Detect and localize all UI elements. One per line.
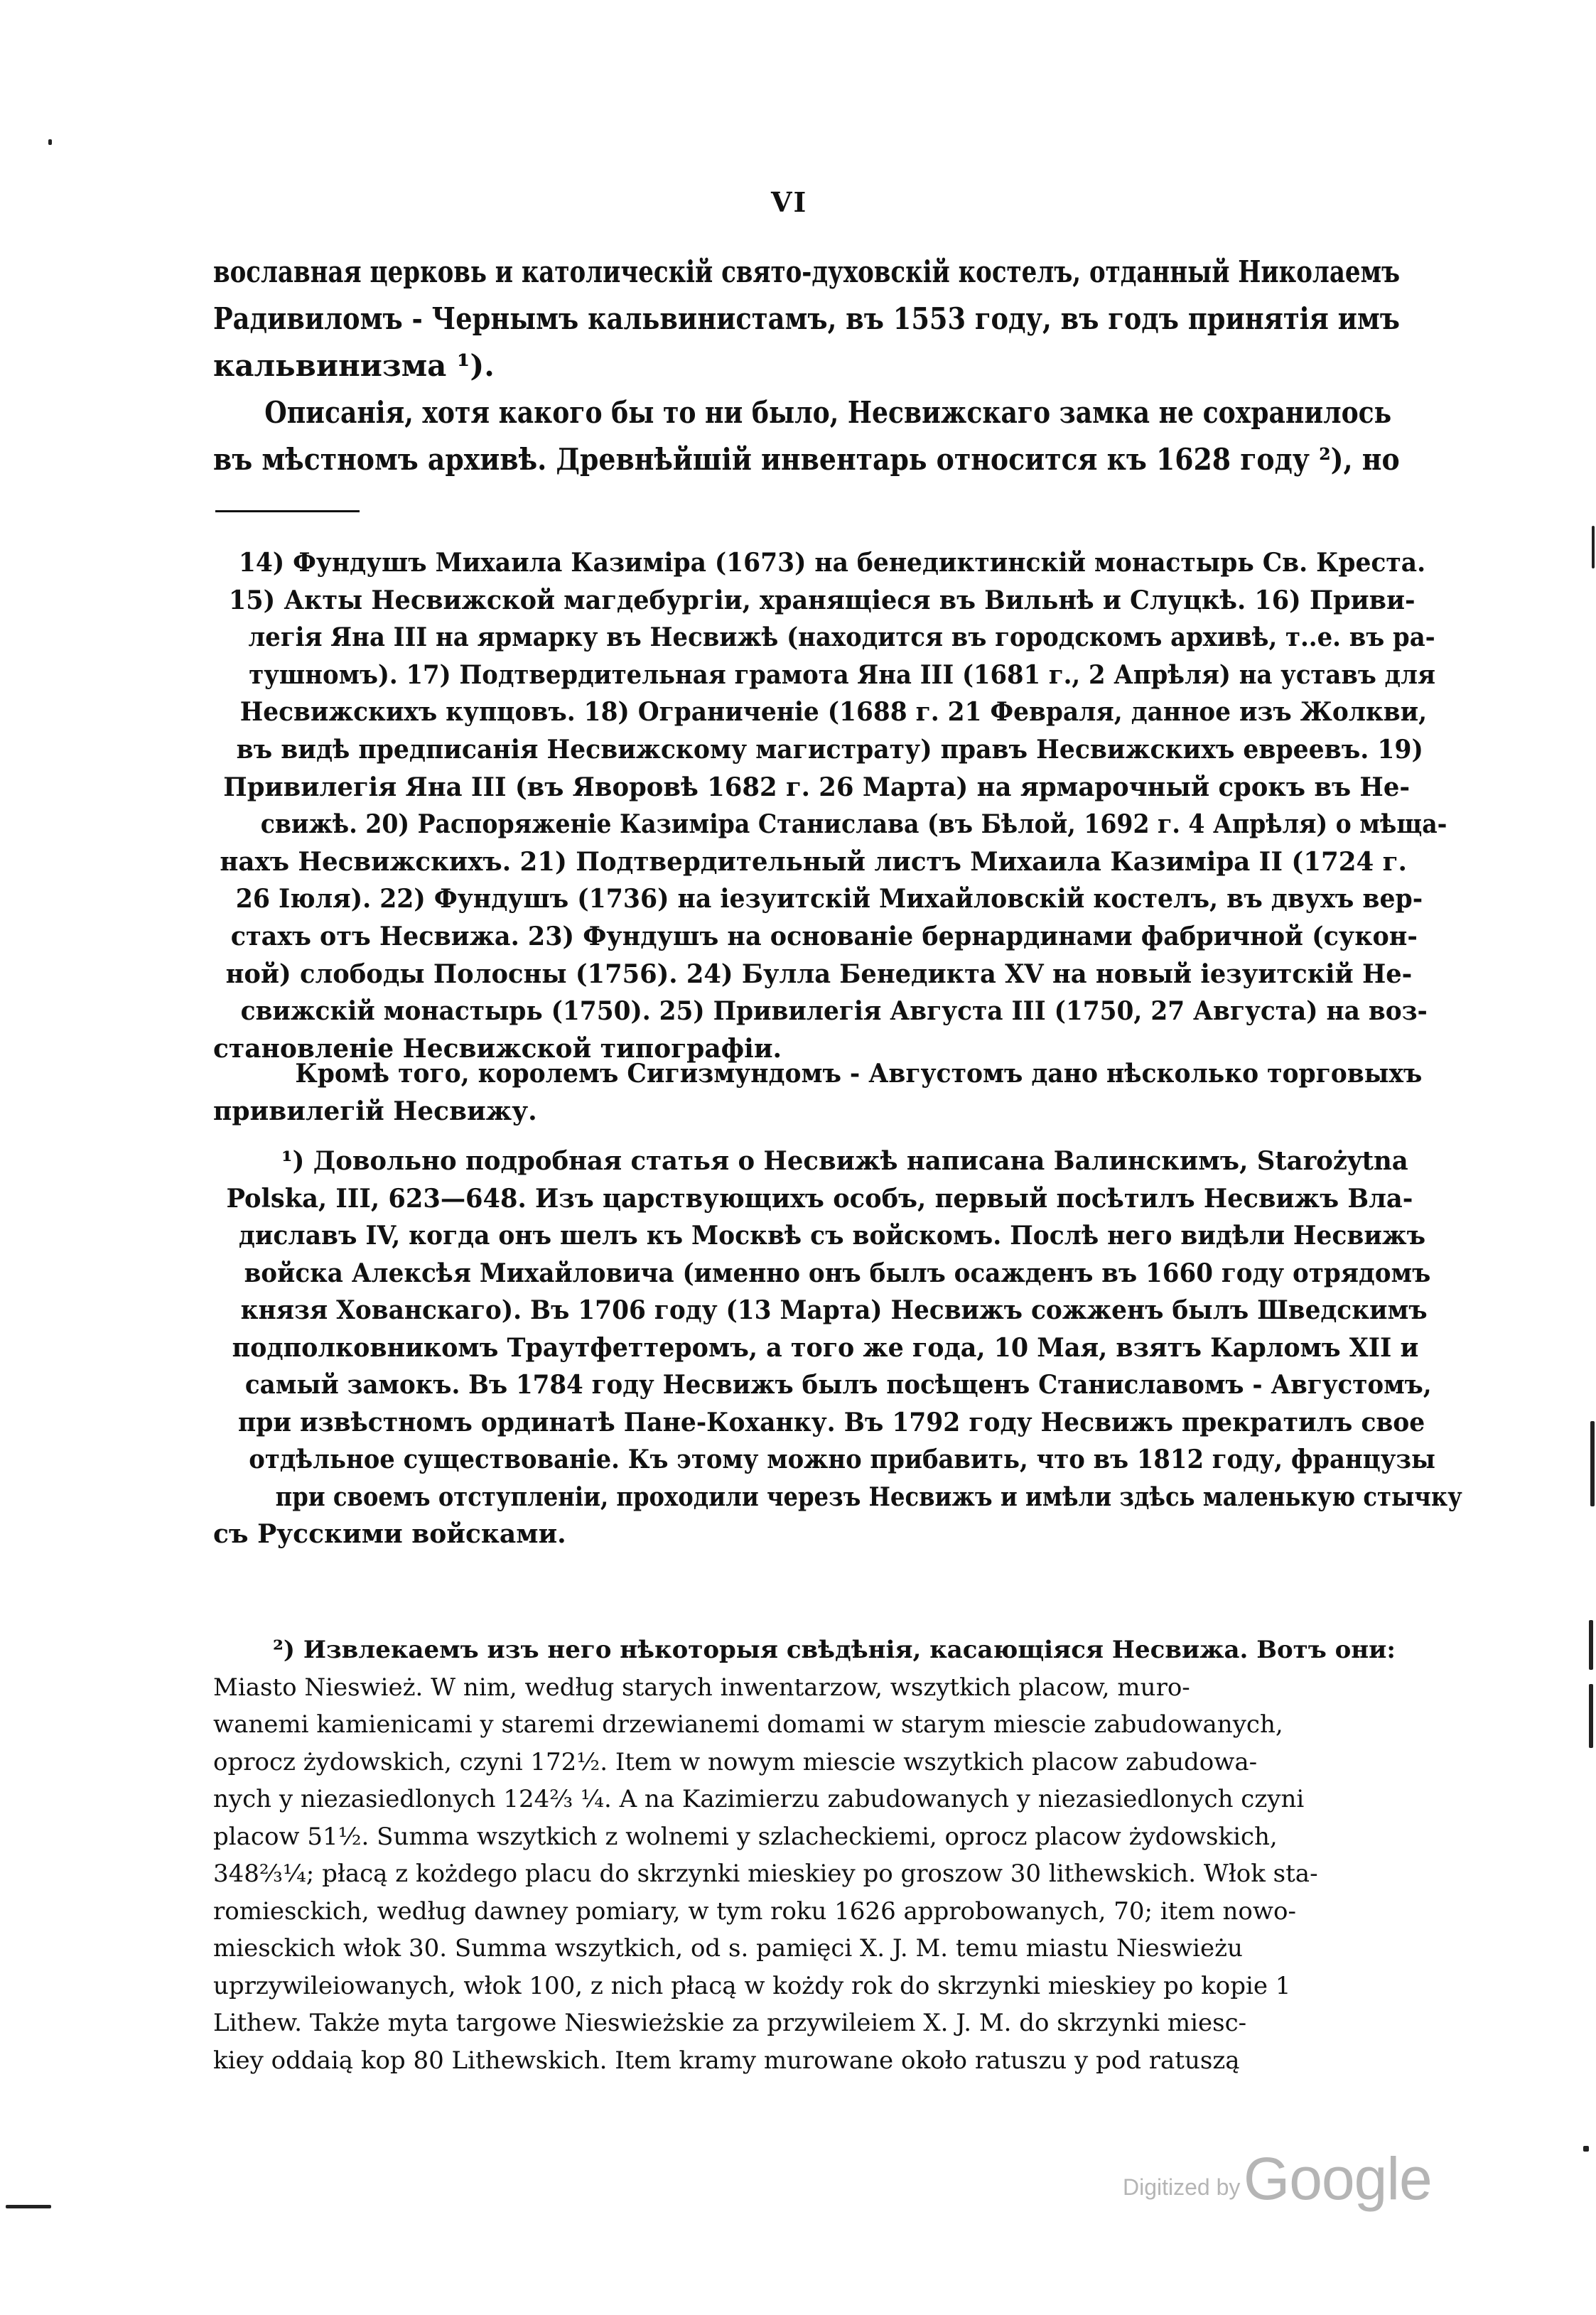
footnote-line: ²) Извлекаемъ изъ него нѣкоторыя свѣдѣнія, касающіяся Несвижа. Вотъ они: (273, 1636, 1396, 1664)
trade-privileges-paragraph (213, 1055, 1423, 1130)
list-line: тушномъ). 17) Подтвердительная грамота Яна III (1681 г., 2 Апрѣля) на уставъ для (249, 659, 1435, 690)
scan-speck (6, 2205, 51, 2208)
list-line: Несвижскихъ купцовъ. 18) Ограниченіе (1688 г. 21 Февраля, данное изъ Жолкви, (239, 697, 1428, 728)
list-line: 14) Фундушъ Михаила Казиміра (1673) на бенедиктинскій монастырь Св. Креста. (238, 548, 1426, 578)
text-line: кальвинизма ¹). (213, 348, 495, 383)
footnote-1 (213, 1143, 1462, 1553)
footnote-line: kiey oddaią kop 80 Lithewskich. Item kramy murowane około ratuszu y pod ratuszą (213, 2046, 1240, 2075)
watermark-prefix: Digitized by (1123, 2174, 1241, 2200)
google-logo: Google (1243, 2145, 1432, 2212)
footnote-line: при извѣстномъ ординатѣ Пане-Коханку. Въ 1792 году Несвижъ прекратилъ свое (237, 1407, 1425, 1437)
scan-speck (48, 139, 52, 145)
list-line: ной) слободы Полосны (1756). 24) Булла Бенедикта XV на новый іезуитскій Не- (225, 959, 1413, 989)
footnote-line: войска Алексѣя Михайловича (именно онъ былъ осажденъ въ 1660 году отрядомъ (244, 1258, 1431, 1288)
footnote-line: Miasto Nieswież. W nim, według starych inwentarzow, wszytkich placow, muro- (213, 1673, 1190, 1702)
footnote-divider (215, 510, 360, 512)
text-line: въ мѣстномъ архивѣ. Древнѣйшій инвентарь относится къ 1628 году ²), но (213, 442, 1400, 477)
list-line: свижѣ. 20) Распоряженіе Казиміра Станислава (въ Бѣлой, 1692 г. 4 Апрѣля) о мѣща- (260, 809, 1447, 840)
main-paragraph (213, 249, 1400, 483)
footnote-line: miesckich włok 30. Summa wszytkich, od s. pamięci X. J. M. temu miastu Nieswieżu (213, 1934, 1243, 1963)
footnote-line: wanemi kamienicami y staremi drzewianemi domami w starym miescie zabudowanych, (213, 1710, 1283, 1739)
footnote-line: подполковникомъ Траутфеттеромъ, а того же года, 10 Мая, взятъ Карломъ XII и (232, 1332, 1419, 1363)
list-line: Привилегія Яна III (въ Яворовѣ 1682 г. 26 Марта) на ярмарочный срокъ въ Не- (223, 772, 1411, 802)
footnote-line: ¹) Довольно подробная статья о Несвижѣ написана Валинскимъ, Starożytna (281, 1146, 1408, 1176)
footnote-line: oprocz żydowskich, czyni 172½. Item w nowym miescie wszytkich placow zabudowa- (213, 1747, 1258, 1776)
footnote-2 (213, 1631, 1400, 2079)
scan-speck (1583, 2146, 1589, 2152)
footnote-line: 348⅔¼; płacą z kożdego placu do skrzynki mieskiey po groszow 30 lithewskich. Włok sta- (213, 1860, 1318, 1888)
footnote-line: uprzywileiowanych, włok 100, z nich płacą w kożdy rok do skrzynki mieskiey po kopie 1 (213, 1971, 1291, 2000)
text-line: вославная церковь и католическій свято-духовскій костелъ, отданный Николаемъ (213, 254, 1401, 289)
list-line: легія Яна III на ярмарку въ Несвижѣ (находится въ городскомъ архивѣ, т..е. въ ра- (248, 622, 1435, 653)
text-line: Описанія, хотя какого бы то ни было, Несвижскаго замка не сохранилось (264, 395, 1392, 430)
footnote-line: Lithew. Także myta targowe Nieswieżskie za przywileiem X. J. M. do skrzynki miesc- (213, 2009, 1247, 2037)
list-line: стахъ отъ Несвижа. 23) Фундушъ на основаніе бернардинами фабричной (сукон- (230, 921, 1418, 951)
footnote-line: князя Хованскаго). Въ 1706 году (13 Марта) Несвижъ сожженъ былъ Шведскимъ (240, 1295, 1428, 1325)
footnote-line: placow 51½. Summa wszytkich z wolnemi y szlacheckiemi, oprocz placow żydowskich, (213, 1822, 1278, 1851)
list-line: 26 Іюля). 22) Фундушъ (1736) на іезуитскій Михайловскій костелъ, въ двухъ вер- (235, 884, 1423, 914)
list-line: нахъ Несвижскихъ. 21) Подтвердительный листъ Михаила Казиміра II (1724 г. (220, 846, 1407, 877)
footnote-line: при своемъ отступленіи, проходили черезъ Несвижъ и имѣли здѣсь маленькую стычку (275, 1482, 1462, 1512)
page-number: VI (771, 186, 808, 218)
scan-speck (1589, 1620, 1593, 1670)
text-line: привилегій Несвижу. (213, 1096, 537, 1126)
scan-speck (1590, 1421, 1595, 1506)
list-line: 15) Акты Несвижской магдебургіи, хранящіеся въ Вильнѣ и Слуцкѣ. 16) Приви- (228, 585, 1416, 615)
footnote-line: съ Русскими войсками. (213, 1519, 566, 1549)
footnote-line: отдѣльное существованіе. Къ этому можно прибавить, что въ 1812 году, французы (249, 1445, 1435, 1474)
footnote-line: Polska, III, 623—648. Изъ царствующихъ особъ, первый посѣтилъ Несвижъ Вла- (226, 1183, 1413, 1214)
footnote-line: диславъ IV, когда онъ шелъ къ Москвѣ съ войскомъ. Послѣ него видѣли Несвижъ (238, 1221, 1426, 1251)
list-line: свижскій монастырь (1750). 25) Привилегія Августа III (1750, 27 Августа) на воз- (240, 996, 1428, 1027)
scan-speck (1592, 526, 1595, 568)
list-line: въ видѣ предписанія Несвижскому магистрату) правъ Несвижскихъ евреевъ. 19) (236, 734, 1423, 765)
document-list (213, 544, 1447, 1067)
footnote-line: самый замокъ. Въ 1784 году Несвижъ былъ посѣщенъ Станиславомъ - Августомъ, (244, 1370, 1432, 1400)
footnote-line: nych y niezasiedlonych 124⅔ ¼. A na Kazimierzu zabudowanych y niezasiedlonych czyni (213, 1785, 1305, 1813)
text-line: Кромѣ того, королемъ Сигизмундомъ - Августомъ дано нѣсколько торговыхъ (295, 1059, 1423, 1089)
scan-speck (1589, 1684, 1593, 1748)
list-line: становленіе Несвижской типографіи. (213, 1033, 782, 1064)
footnote-line: romiesckich, według dawney pomiary, w tym roku 1626 approbowanych, 70; item nowo- (213, 1896, 1296, 1926)
digitized-by-google-watermark (1123, 2144, 1432, 2213)
text-line: Радивиломъ - Чернымъ кальвинистамъ, въ 1553 году, въ годъ принятія имъ (213, 301, 1401, 336)
